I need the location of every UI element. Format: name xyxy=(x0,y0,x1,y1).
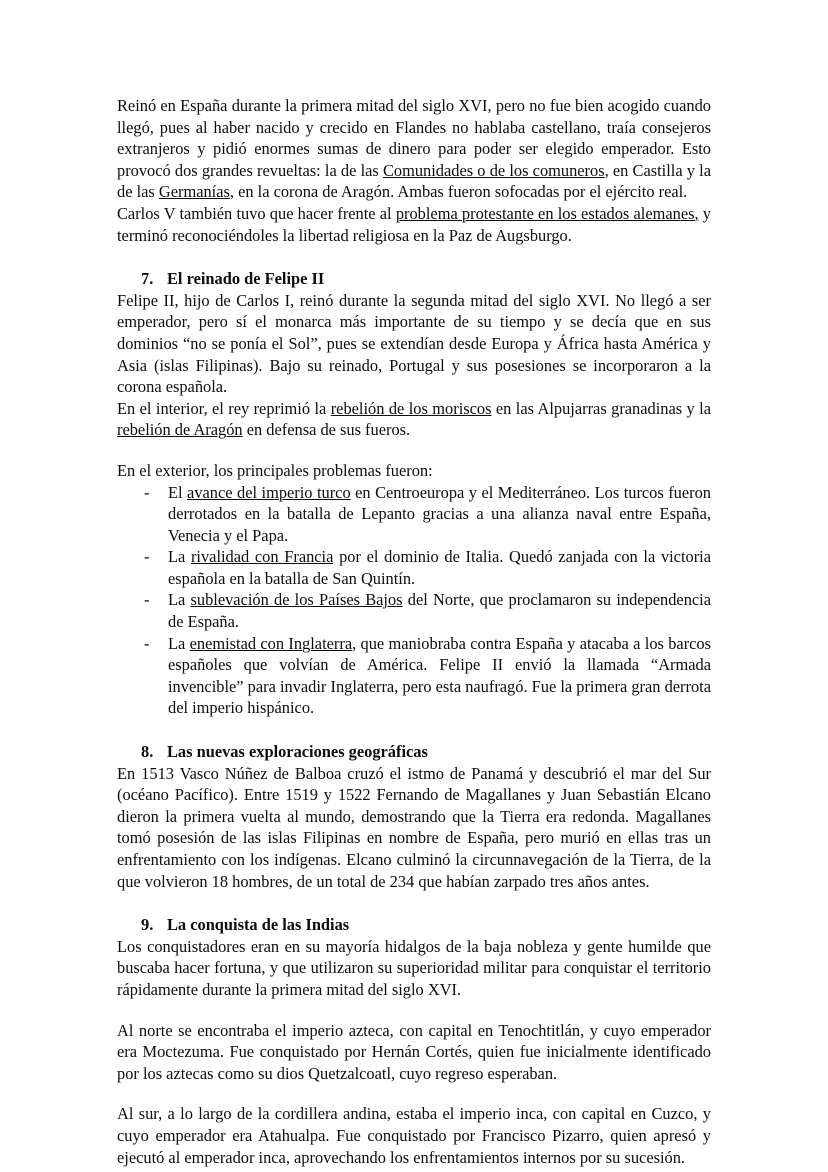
list-item-part-2: en Centroeuropa y el Mediterráneo. Los turcos fueron derrotados en la batalla de Lepanto gracias a una alianza naval entre España, Venecia y el Papa. xyxy=(168,482,712,545)
list-item-part-2: por el dominio de Italia. Quedó zanjada con la victoria española en la batalla de San Quintín. xyxy=(168,547,711,588)
list-item-part-2: del Norte, que proclamaron su independencia de España. xyxy=(168,590,711,632)
section-9-paragraph-2: Al norte se encontraba el imperio azteca, con capital en Tenochtitlán, y cuyo emperador era Moctezuma. Fue conquistado por Hernán Cortés, quien fue inicialmente identificado por los aztecas como su dios Quetzalcoatl, cuyo regreso esperaban. xyxy=(117,1020,711,1083)
bullet-dash-icon: - xyxy=(144,547,150,567)
list-item xyxy=(117,546,711,589)
link-comunidades-comuneros: Comunidades o de los comuneros xyxy=(382,160,605,180)
section-9-paragraph-1: Los conquistadores eran en su mayoría hidalgos de la baja nobleza y gente humilde que buscaba hacer fortuna, y que utilizaron su superioridad militar para conquistar el territorio rápidamente durante la primera mitad del siglo XVI. xyxy=(117,936,711,999)
intro-paragraph-2-text-part-1: Carlos V también tuvo que hacer frente al xyxy=(117,203,396,223)
link-rivalidad-francia: rivalidad con Francia xyxy=(190,547,334,567)
section-9-paragraph-3: Al sur, a lo largo de la cordillera andina, estaba el imperio inca, con capital en Cuzco, y cuyo emperador era Atahualpa. Fue conquistado por Francisco Pizarro, quien apresó y ejecutó al emperador inca, aprovechando los enfrentamientos internos por su sucesión. xyxy=(117,1104,711,1167)
list-item xyxy=(117,589,711,632)
bullet-dash-icon: - xyxy=(144,633,150,653)
section-8-heading xyxy=(117,741,711,763)
bullet-dash-icon: - xyxy=(144,482,150,502)
section-7-heading xyxy=(117,268,711,290)
list-item-part-1: La xyxy=(168,547,191,567)
list-item xyxy=(117,633,711,719)
link-rebelion-aragon: rebelión de Aragón xyxy=(117,420,243,440)
section-7-number: 7. xyxy=(141,269,154,289)
link-sublevacion-paises-bajos: sublevación de los Países Bajos xyxy=(190,590,403,610)
section-8-paragraph-1: En 1513 Vasco Núñez de Balboa cruzó el istmo de Panamá y descubrió el mar del Sur (océano Pacífico). Entre 1519 y 1522 Fernando de Magallanes y Juan Sebastián Elcano dieron la primera vuelta al mundo, demostrando que la Tierra era redonda. Magallanes tomó posesión de las islas Filipinas en nombre de España, pero murió en ellas tras un enfrentamiento con los indígenas. Elcano culminó la circunnavegación de la Tierra, de la que volvieron 18 hombres, de un total de 234 que habían zarpado tres años antes. xyxy=(117,763,711,891)
intro-paragraph-2-text-part-2: y terminó reconociéndoles la libertad religiosa en la Paz de Augsburgo. xyxy=(117,203,711,245)
section-9-heading xyxy=(117,914,711,936)
section-9-block xyxy=(117,914,711,1168)
list-item-part-1: El xyxy=(168,482,188,502)
link-problema-protestante: problema protestante en los estados alemanes, xyxy=(395,203,699,223)
intro-paragraph-2 xyxy=(117,203,711,246)
section-8-number: 8. xyxy=(141,742,154,762)
section-7-paragraph-2-part-2: en las Alpujarras granadinas y la xyxy=(491,398,712,418)
section-9-number: 9. xyxy=(141,915,154,935)
section-7-paragraph-1: Felipe II, hijo de Carlos I, reinó durante la segunda mitad del siglo XVI. No llegó a ser emperador, pero sí el monarca más importante de su tiempo y se decía que en sus dominios “no se ponía el Sol”, pues se extendían desde Europa y África hasta América y Asia (islas Filipinas). Bajo su reinado, Portugal y sus posesiones se incorporaron a la corona española. xyxy=(117,290,711,397)
section-7-paragraph-2-part-3: en defensa de sus fueros. xyxy=(242,420,411,440)
list-item xyxy=(117,482,711,547)
section-7-title: El reinado de Felipe II xyxy=(167,269,325,289)
section-7-paragraph-2 xyxy=(117,398,711,441)
section-7-paragraph-2-part-1: En el interior, el rey reprimió la xyxy=(117,398,331,418)
intro-paragraph-1-text-part-3: , en la corona de Aragón. Ambas fueron sofocadas por el ejército real. xyxy=(229,182,688,202)
section-9-title: La conquista de las Indias xyxy=(167,915,350,935)
intro-paragraph-1-text-part-2: , en Castilla y la de las xyxy=(117,160,712,202)
section-8-block xyxy=(117,741,711,892)
link-avance-imperio-turco: avance del imperio turco xyxy=(187,482,351,502)
section-8-title: Las nuevas exploraciones geográficas xyxy=(167,742,428,762)
intro-paragraph-1-text-part-1: Reinó en España durante la primera mitad del siglo XVI, pero no fue bien acogido cuando llegó, pues al haber nacido y crecido en Flandes no hablaba castellano, traía consejeros extranjeros y pidió enormes sumas de dinero para poder ser elegido emperador. Esto provocó dos grandes revueltas: la de las xyxy=(117,96,711,180)
list-item-part-1: La xyxy=(168,590,191,610)
bullet-dash-icon: - xyxy=(144,590,150,610)
section-7-block xyxy=(117,268,711,719)
link-rebelion-moriscos: rebelión de los moriscos xyxy=(330,398,492,418)
list-item-part-2: , que maniobraba contra España y atacaba a los barcos españoles que volvían de América. Felipe II envió la llamada “Armada invencible” para invadir Inglaterra, pero esta naufragó. Fue la primera gran derrota del imperio hispánico. xyxy=(168,633,711,718)
document-body xyxy=(117,95,711,1168)
link-enemistad-inglaterra: enemistad con Inglaterra xyxy=(189,633,353,653)
section-7-problem-list xyxy=(117,482,711,720)
list-item-part-1: La xyxy=(168,633,190,653)
section-7-list-intro: En el exterior, los principales problemas fueron: xyxy=(117,460,433,480)
link-germanias: Germanías xyxy=(158,182,230,202)
intro-paragraph-1 xyxy=(117,95,711,203)
